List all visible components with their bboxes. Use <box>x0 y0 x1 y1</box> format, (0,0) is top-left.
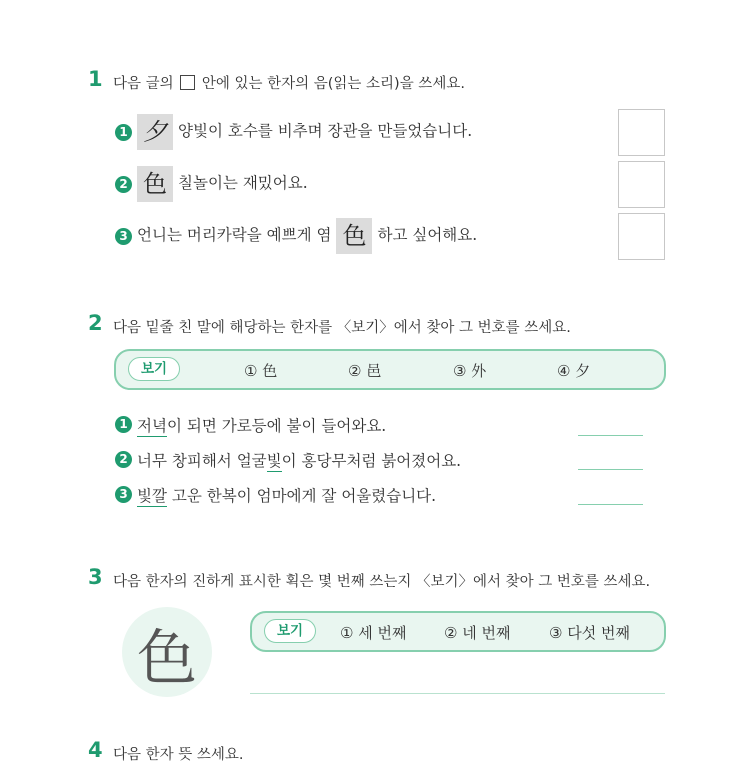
answer-line-3[interactable] <box>578 504 643 505</box>
sentence-text-after: 이 홍당무처럼 붉어졌어요. <box>281 452 462 470</box>
q2-item-2-sentence <box>137 449 461 471</box>
q2-item-1-sentence <box>137 414 386 436</box>
bogi-option-2: ② 네 번째 <box>444 624 511 642</box>
item-2-badge: 2 <box>115 176 132 193</box>
q2-item-3-sentence <box>137 484 436 506</box>
answer-box-3[interactable] <box>618 213 665 260</box>
sentence-text-before: 언니는 머리카락을 예쁘게 염 <box>137 226 332 244</box>
bogi-option-3: ③ 外 <box>453 362 487 380</box>
underlined-word: 빛 <box>266 452 282 470</box>
question-3-number: 3 <box>88 565 103 589</box>
question-2-number: 2 <box>88 311 103 335</box>
question-4-instruction: 다음 한자 뜻 쓰세요. <box>113 747 244 763</box>
bogi-option-1: ① 세 번째 <box>340 624 407 642</box>
question-1-number: 1 <box>88 67 103 91</box>
q1-item-1-sentence <box>137 114 472 150</box>
bogi-label: 보기 <box>128 357 180 381</box>
answer-line-1[interactable] <box>578 435 643 436</box>
sentence-text: 양빛이 호수를 비추며 장관을 만들었습니다. <box>178 122 473 140</box>
sentence-text-after: 이 되면 가로등에 불이 들어와요. <box>166 417 387 435</box>
answer-line-2[interactable] <box>578 469 643 470</box>
answer-box-2[interactable] <box>618 161 665 208</box>
bogi-label: 보기 <box>264 619 316 643</box>
item-3-badge: 3 <box>115 486 132 503</box>
sentence-text-before: 너무 창피해서 얼굴 <box>137 452 267 470</box>
item-2-badge: 2 <box>115 451 132 468</box>
question-1-instruction <box>113 72 465 93</box>
sentence-text-after: 하고 싶어해요. <box>377 226 478 244</box>
bogi-option-2: ② 邑 <box>348 362 382 380</box>
q1-item-3-sentence <box>137 218 477 254</box>
underlined-word: 저녁 <box>137 417 167 435</box>
hanja-highlight: 色 <box>336 218 372 254</box>
bogi-option-3: ③ 다섯 번째 <box>549 624 630 642</box>
bogi-option-4: ④ 夕 <box>557 362 591 380</box>
item-3-badge: 3 <box>115 228 132 245</box>
hanja-highlight: 夕 <box>137 114 173 150</box>
stroke-character: 色 <box>137 624 197 694</box>
hanja-highlight: 色 <box>137 166 173 202</box>
item-1-badge: 1 <box>115 124 132 141</box>
item-1-badge: 1 <box>115 416 132 433</box>
question-2-instruction: 다음 밑줄 친 말에 해당하는 한자를 〈보기〉에서 찾아 그 번호를 쓰세요. <box>113 320 571 336</box>
instruction-part-2: 안에 있는 한자의 음(읽는 소리)을 쓰세요. <box>201 76 465 92</box>
empty-box-icon <box>180 75 195 90</box>
instruction-part-1: 다음 글의 <box>113 76 174 92</box>
sentence-text-after: 고운 한복이 엄마에게 잘 어울렸습니다. <box>166 487 437 505</box>
q1-item-2-sentence <box>137 166 308 202</box>
answer-line[interactable] <box>250 693 665 694</box>
bogi-option-1: ① 色 <box>244 362 278 380</box>
question-3-instruction: 다음 한자의 진하게 표시한 획은 몇 번째 쓰는지 〈보기〉에서 찾아 그 번호를 쓰세요. <box>113 574 651 590</box>
underlined-word: 빛깔 <box>137 487 167 505</box>
question-4-number: 4 <box>88 738 103 762</box>
sentence-text: 칠놀이는 재밌어요. <box>178 174 308 192</box>
answer-box-1[interactable] <box>618 109 665 156</box>
